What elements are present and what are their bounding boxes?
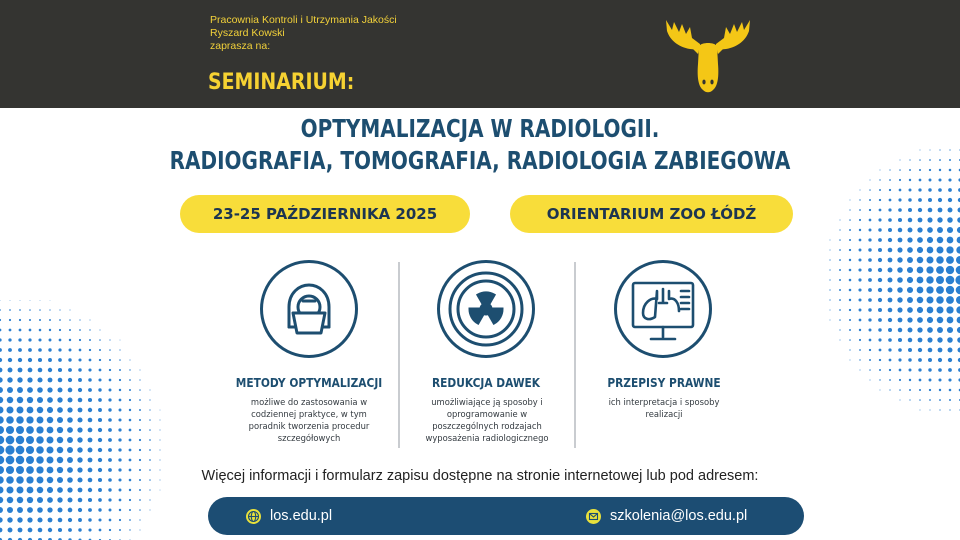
event-type-label: SEMINARIUM: [208, 70, 355, 95]
feature-title: PRZEPISY PRAWNE [607, 375, 721, 390]
lung-xray-monitor-icon [614, 260, 712, 358]
organizer-name: Pracownia Kontroli i Utrzymania Jakości [210, 14, 397, 26]
feature-description: umożliwiające ją sposoby i oprogramowanie w poszczególnych rodzajach wyposażenia radiologicznego [425, 397, 549, 443]
event-place-badge: ORIENTARIUM ZOO ŁÓDŹ [510, 195, 793, 233]
ct-scanner-icon [260, 260, 358, 358]
website-link[interactable] [246, 497, 332, 535]
invite-text: zaprasza na: [210, 40, 271, 52]
event-date-badge: 23-25 PAŹDZIERNIKA 2025 [180, 195, 470, 233]
radiation-icon [437, 260, 535, 358]
organizer-person: Ryszard Kowski [210, 27, 285, 39]
organizer-info [210, 14, 397, 53]
column-divider [574, 262, 576, 448]
website-text: los.edu.pl [270, 508, 333, 524]
seminar-title-line1: OPTYMALIZACJA W RADIOLOGII. [300, 114, 660, 143]
feature-title: METODY OPTYMALIZACJI [235, 375, 383, 390]
email-text: szkolenia@los.edu.pl [610, 508, 748, 524]
mail-icon [586, 509, 601, 524]
halftone-dots-decoration [0, 300, 180, 540]
moose-icon [662, 16, 754, 94]
feature-title: REDUKCJA DAWEK [431, 375, 541, 390]
feature-description: możliwe do zastosowania w codziennej praktyce, w tym poradnik tworzenia procedur szczegółowych [248, 397, 370, 443]
contact-bar [208, 497, 804, 535]
globe-icon [246, 509, 261, 524]
seminar-title-line2: RADIOGRAFIA, TOMOGRAFIA, RADIOLOGIA ZABIEGOWA [169, 146, 791, 175]
header-band [0, 0, 960, 108]
email-link[interactable] [586, 497, 747, 535]
column-divider [398, 262, 400, 448]
feature-description: ich interpretacja i sposoby realizacji [608, 397, 720, 419]
more-info-text: Więcej informacji i formularz zapisu dostępne na stronie internetowej lub pod adresem: [201, 468, 759, 484]
